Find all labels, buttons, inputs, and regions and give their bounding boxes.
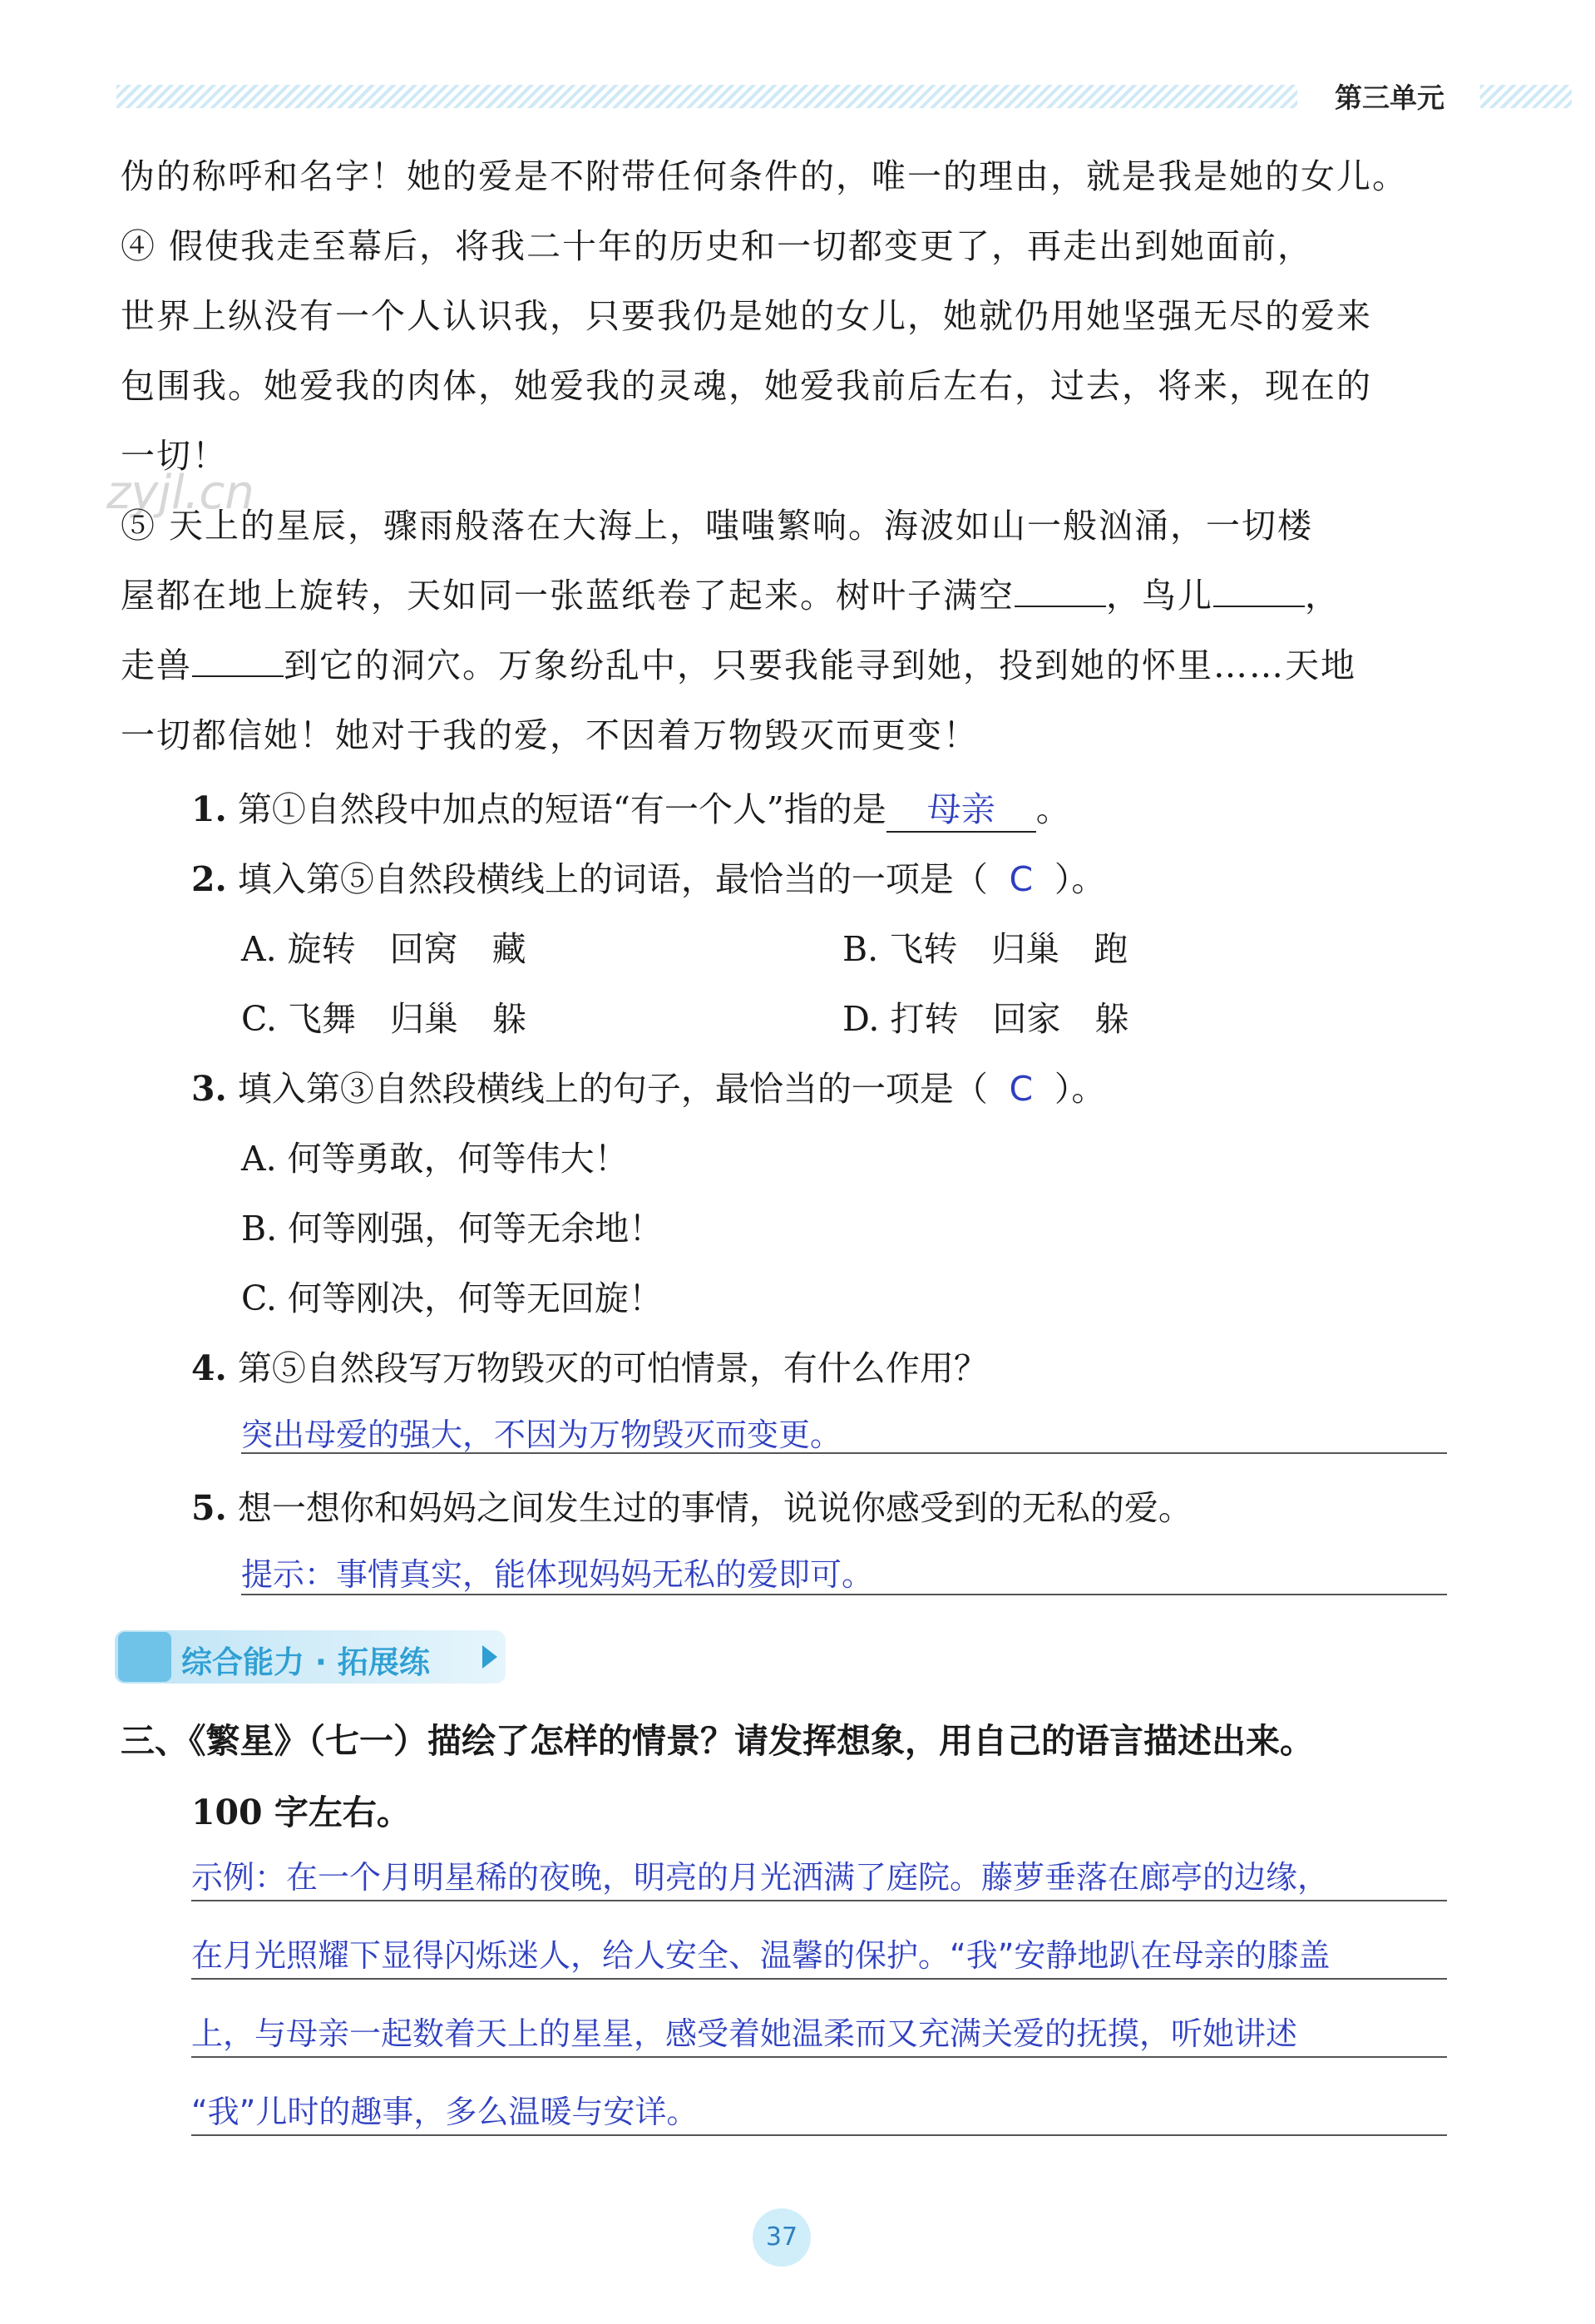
passage-line xyxy=(121,630,1459,700)
answer-text: C xyxy=(1009,859,1034,899)
option: A. 何等勇敢，何等伟大！ xyxy=(241,1139,629,1179)
question-2 xyxy=(191,852,1105,901)
option: C. 飞舞 归巢 躲 xyxy=(241,999,526,1039)
passage-line: 一切！ xyxy=(121,436,228,476)
answer-text: “我”儿时的趣事，多么温暖与安详。 xyxy=(191,2094,699,2130)
option: C. 何等刚决，何等无回旋！ xyxy=(241,1278,663,1318)
passage-line: 包围我。她爱我的肉体，她爱我的灵魂，她爱我前后左右，过去，将来，现在的 xyxy=(121,366,1372,406)
question-1 xyxy=(191,782,1070,833)
passage-line: 世界上纵没有一个人认识我，只要我仍是她的女儿，她就仍用她坚强无尽的爱来 xyxy=(121,296,1372,336)
passage-text: ，鸟儿 xyxy=(1106,576,1213,616)
question-text: 填入第⑤自然段横线上的词语，最恰当的一项是（ xyxy=(237,859,988,899)
option: B. 飞转 归巢 跑 xyxy=(842,929,1128,969)
fill-blank xyxy=(192,642,284,677)
option: A. 旋转 回窝 藏 xyxy=(241,929,526,969)
question-4 xyxy=(191,1341,988,1390)
question-text: 填入第③自然段横线上的句子，最恰当的一项是（ xyxy=(237,1069,988,1109)
arrow-icon xyxy=(482,1645,497,1669)
question-3 xyxy=(191,1061,1105,1110)
watermark: zyjl.cn xyxy=(106,466,254,520)
question-text: 第①自然段中加点的短语“有一个人”指的是 xyxy=(237,789,886,829)
answer-text: 母亲 xyxy=(926,789,995,829)
option: D. 打转 回家 躲 xyxy=(842,999,1129,1039)
answer-text: 提示：事情真实，能体现妈妈无私的爱即可。 xyxy=(241,1556,874,1593)
question-5 xyxy=(191,1481,1193,1530)
passage-line: 一切都信她！她对于我的爱，不因着万物毁灭而更变！ xyxy=(121,715,979,755)
passage-line xyxy=(121,561,1459,630)
question-end: 。 xyxy=(1035,789,1070,829)
task-3-question: 三、《繁星》（七一）描绘了怎样的情景？请发挥想象，用自己的语言描述出来。 xyxy=(121,1721,1314,1761)
passage-text: 到它的洞穴。万象纷乱中，只要我能寻到她，投到她的怀里……天地 xyxy=(284,645,1356,685)
passage-line: ⑤ 天上的星辰，骤雨般落在大海上，嗤嗤繁响。海波如山一般汹涌，一切楼 xyxy=(121,506,1314,546)
passage-text: ， xyxy=(1305,576,1341,616)
header-decoration xyxy=(116,85,1297,108)
passage-text: 走兽 xyxy=(121,645,192,685)
answer-text: 突出母爱的强大，不因为万物毁灭而变更。 xyxy=(241,1417,842,1453)
passage xyxy=(121,141,1459,770)
answer-text: 上，与母亲一起数着天上的星星，感受着她温柔而又充满关爱的抚摸，听她讲述 xyxy=(191,2015,1298,2052)
fill-blank xyxy=(1015,572,1106,607)
task-3-question: 100 字左右。 xyxy=(191,1792,411,1832)
question-end: ）。 xyxy=(1054,1069,1106,1109)
answer-line xyxy=(191,1900,1447,1901)
question-end: ）。 xyxy=(1054,859,1106,899)
answer-text: 在月光照耀下显得闪烁迷人，给人安全、温馨的保护。“我”安静地趴在母亲的膝盖 xyxy=(191,1937,1331,1974)
question-text: 想一想你和妈妈之间发生过的事情，说说你感受到的无私的爱。 xyxy=(237,1488,1193,1528)
question-number: 4. xyxy=(191,1348,227,1388)
answer-line xyxy=(241,1452,1447,1454)
answer-line xyxy=(191,2134,1447,2136)
question-text: 第⑤自然段写万物毁灭的可怕情景，有什么作用？ xyxy=(237,1348,988,1388)
book-icon xyxy=(118,1632,171,1682)
answer-text: C xyxy=(1009,1069,1034,1109)
header-decoration-right xyxy=(1480,85,1572,108)
answer-line xyxy=(191,2056,1447,2058)
answer-blank xyxy=(886,782,1036,833)
passage-line: ④ 假使我走至幕后，将我二十年的历史和一切都变更了，再走出到她面前， xyxy=(121,226,1314,266)
passage-text: 屋都在地上旋转，天如同一张蓝纸卷了起来。树叶子满空 xyxy=(121,576,1015,616)
answer-text: 示例：在一个月明星稀的夜晚，明亮的月光洒满了庭院。藤萝垂落在廊亭的边缘， xyxy=(191,1859,1330,1896)
passage-line: 伪的称呼和名字！她的爱是不附带任何条件的，唯一的理由，就是我是她的女儿。 xyxy=(121,156,1408,196)
section-title: 综合能力 · 拓展练 xyxy=(181,1644,430,1680)
question-number: 2. xyxy=(191,859,227,899)
question-number: 1. xyxy=(191,789,227,829)
option: B. 何等刚强，何等无余地！ xyxy=(241,1209,664,1249)
question-number: 3. xyxy=(191,1069,227,1109)
answer-line xyxy=(241,1594,1447,1595)
answer-line xyxy=(191,1978,1447,1980)
unit-title: 第三单元 xyxy=(1335,82,1444,114)
fill-blank xyxy=(1213,572,1305,607)
page-number: 37 xyxy=(753,2208,811,2267)
question-number: 5. xyxy=(191,1488,227,1528)
